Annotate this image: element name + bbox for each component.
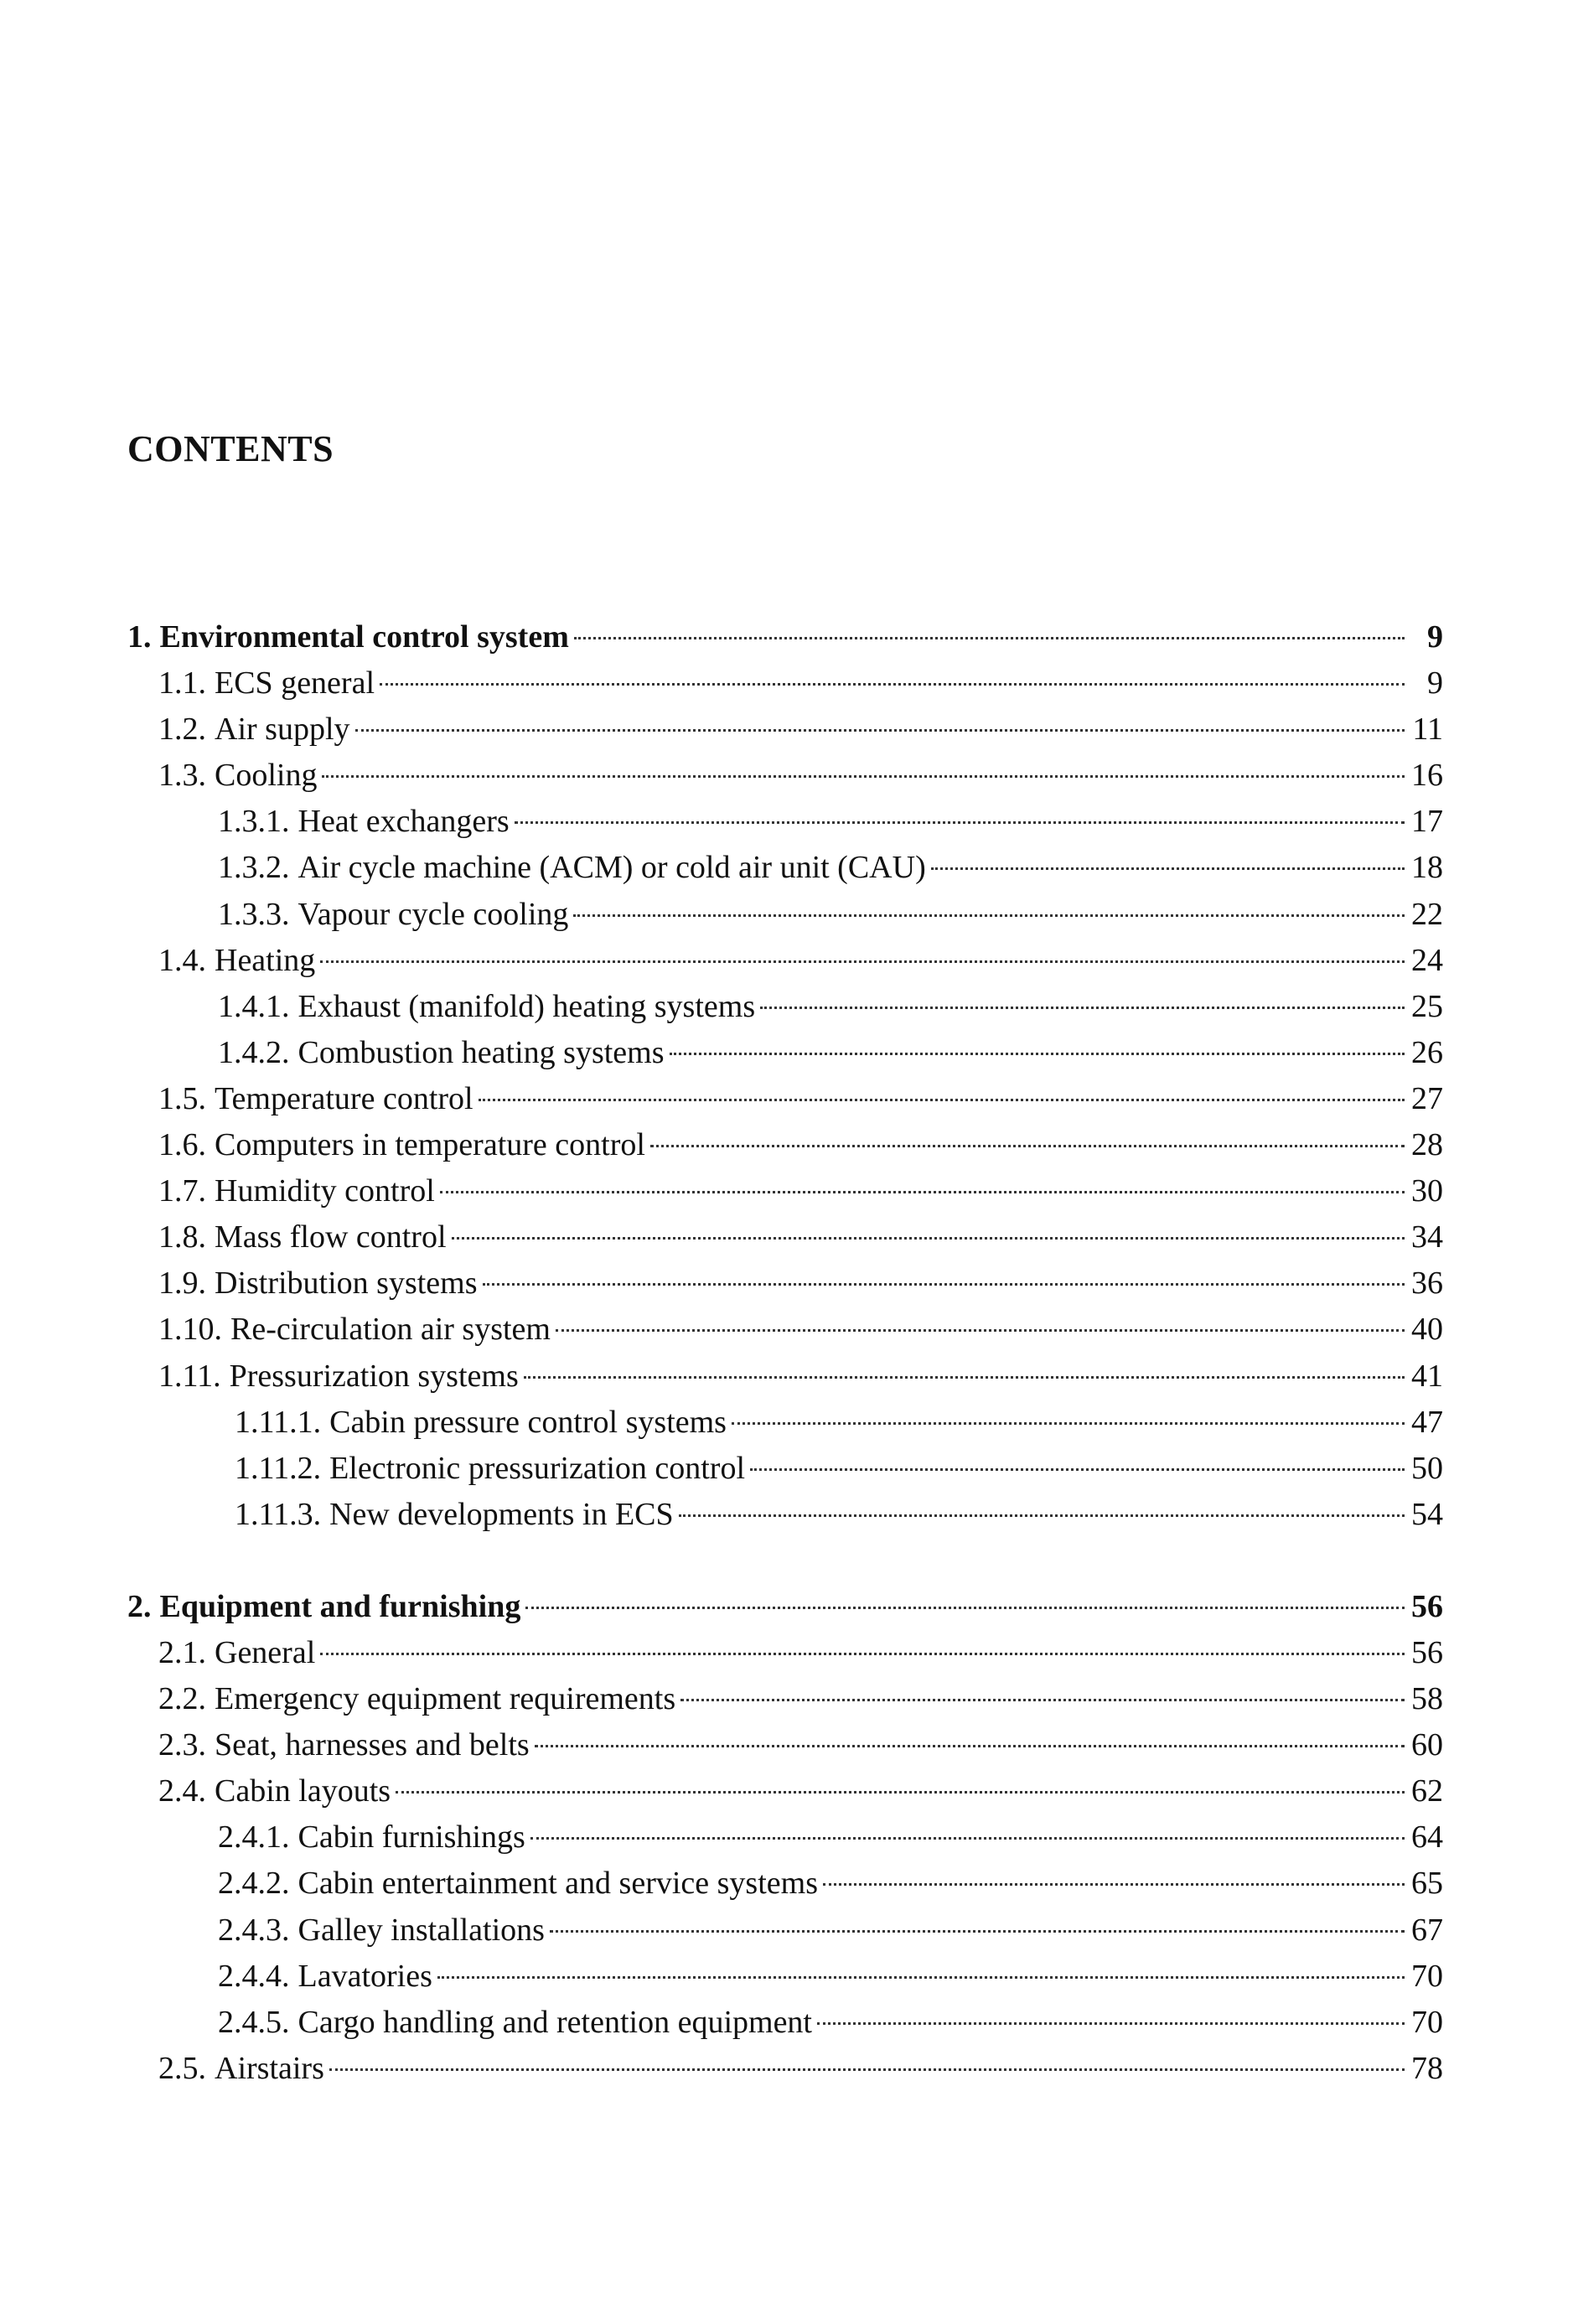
toc-entry-title: Emergency equipment requirements [215, 1681, 676, 1717]
toc-entry-page-number: 67 [1411, 1912, 1443, 1948]
toc-entry-title: Pressurization systems [229, 1358, 519, 1394]
toc-entry-number: 1.11.2. [235, 1450, 322, 1486]
toc-entry [127, 707, 1443, 753]
toc-entry-page-number: 56 [1411, 1634, 1443, 1670]
toc-entry-page-number: 27 [1411, 1080, 1443, 1116]
dot-leader [320, 1653, 1405, 1655]
toc-entry-title: Equipment and furnishing [159, 1588, 521, 1624]
toc-entry-number: 1.4.2. [218, 1034, 290, 1070]
contents-heading: CONTENTS [127, 428, 334, 469]
toc-entry-number: 1.3.3. [218, 896, 290, 932]
toc-entry [127, 892, 1443, 938]
toc-chapter-entry [127, 614, 1443, 660]
dot-leader [524, 1376, 1405, 1379]
toc-entry-title: Cabin entertainment and service systems [298, 1866, 818, 1902]
toc-entry [127, 1907, 1443, 1954]
dot-leader [650, 1145, 1405, 1147]
toc-entry-number: 2.2. [158, 1681, 206, 1717]
dot-leader [322, 775, 1405, 778]
toc-entry-title: Air supply [215, 712, 350, 748]
toc-entry-title: Mass flow control [215, 1219, 447, 1255]
toc-entry-title: Humidity control [215, 1173, 435, 1209]
toc-entry-number: 2.4.4. [218, 1958, 290, 1994]
toc-entry-page-number: 56 [1411, 1588, 1443, 1624]
toc-entry-number: 2.4.1. [218, 1819, 290, 1856]
toc-entry [127, 984, 1443, 1030]
toc-entry [127, 1446, 1443, 1492]
toc-entry [127, 1676, 1443, 1722]
toc-entry-title: Galley installations [298, 1912, 545, 1948]
dot-leader [680, 1699, 1405, 1701]
dot-leader [817, 2022, 1405, 2025]
toc-entry [127, 845, 1443, 891]
dot-leader [396, 1791, 1405, 1793]
dot-leader [452, 1237, 1405, 1240]
toc-entry-page-number: 18 [1411, 850, 1443, 886]
toc-entry-page-number: 41 [1411, 1358, 1443, 1394]
toc-entry-page-number: 54 [1411, 1496, 1443, 1532]
toc-entry-page-number: 65 [1411, 1866, 1443, 1902]
toc-entry-title: Temperature control [215, 1080, 473, 1116]
toc-entry [127, 938, 1443, 984]
dot-leader [750, 1468, 1405, 1471]
toc-section [127, 1584, 1443, 2092]
toc-entry-page-number: 30 [1411, 1173, 1443, 1209]
dot-leader [530, 1837, 1405, 1840]
toc-entry [127, 1400, 1443, 1446]
toc-entry-number: 1.11.1. [235, 1404, 322, 1440]
toc-entry-page-number: 11 [1412, 712, 1443, 748]
toc-entry-page-number: 64 [1411, 1819, 1443, 1856]
toc-entry-page-number: 17 [1411, 804, 1443, 840]
dot-leader [437, 1976, 1405, 1979]
toc-entry-title: Cabin furnishings [298, 1819, 525, 1856]
table-of-contents [127, 614, 1443, 2092]
toc-entry-title: Re-circulation air system [230, 1312, 551, 1348]
toc-entry-title: Computers in temperature control [215, 1127, 645, 1163]
toc-entry-title: Exhaust (manifold) heating systems [298, 988, 756, 1024]
toc-entry [127, 799, 1443, 845]
toc-entry-number: 1.3. [158, 758, 206, 794]
toc-entry-title: Air cycle machine (ACM) or cold air unit (CAU) [298, 850, 926, 886]
toc-entry-number: 2.4.5. [218, 2004, 290, 2040]
toc-entry-title: Cabin layouts [215, 1773, 391, 1809]
toc-entry [127, 1814, 1443, 1861]
toc-entry-number: 2. [127, 1588, 152, 1624]
toc-section [127, 614, 1443, 1538]
toc-entry-number: 2.4.2. [218, 1866, 290, 1902]
dot-leader [931, 867, 1405, 870]
dot-leader [535, 1745, 1405, 1747]
toc-entry-number: 2.4. [158, 1773, 206, 1809]
toc-entry-number: 1.2. [158, 712, 206, 748]
toc-entry-page-number: 50 [1411, 1450, 1443, 1486]
toc-entry-page-number: 25 [1411, 988, 1443, 1024]
dot-leader [670, 1053, 1405, 1055]
toc-entry [127, 2000, 1443, 2046]
toc-entry-title: Heat exchangers [298, 804, 510, 840]
toc-entry-title: Airstairs [215, 2050, 324, 2086]
toc-entry-page-number: 60 [1411, 1727, 1443, 1763]
toc-entry-number: 1.4.1. [218, 988, 290, 1024]
dot-leader [732, 1422, 1405, 1425]
toc-entry-number: 2.5. [158, 2050, 206, 2086]
dot-leader [483, 1283, 1405, 1286]
toc-entry [127, 1354, 1443, 1400]
dot-leader [574, 637, 1405, 639]
toc-entry-title: ECS general [215, 665, 375, 701]
toc-entry-title: Lavatories [298, 1958, 432, 1994]
dot-leader [479, 1099, 1405, 1101]
toc-entry [127, 1168, 1443, 1214]
dot-leader [320, 960, 1405, 963]
toc-entry-number: 1.3.2. [218, 850, 290, 886]
toc-entry-title: General [215, 1634, 316, 1670]
dot-leader [573, 914, 1405, 917]
toc-entry-page-number: 9 [1427, 619, 1443, 655]
dot-leader [760, 1007, 1405, 1009]
toc-entry-page-number: 9 [1427, 665, 1443, 701]
toc-entry-number: 1.6. [158, 1127, 206, 1163]
toc-entry-number: 1.1. [158, 665, 206, 701]
toc-entry-page-number: 34 [1411, 1219, 1443, 1255]
toc-entry [127, 1122, 1443, 1168]
dot-leader [823, 1883, 1405, 1886]
toc-entry-number: 1.5. [158, 1080, 206, 1116]
toc-chapter-entry [127, 1584, 1443, 1630]
toc-entry-page-number: 70 [1411, 1958, 1443, 1994]
toc-entry [127, 1768, 1443, 1814]
toc-entry-number: 1.9. [158, 1266, 206, 1302]
toc-entry-number: 2.4.3. [218, 1912, 290, 1948]
toc-entry-title: Distribution systems [215, 1266, 478, 1302]
toc-entry-page-number: 22 [1411, 896, 1443, 932]
toc-entry-title: Cargo handling and retention equipment [298, 2004, 812, 2040]
toc-entry-number: 1.10. [158, 1312, 222, 1348]
toc-entry-number: 1.7. [158, 1173, 206, 1209]
dot-leader [525, 1607, 1405, 1609]
toc-entry [127, 1307, 1443, 1353]
toc-entry-title: Seat, harnesses and belts [215, 1727, 530, 1763]
dot-leader [515, 821, 1405, 824]
toc-entry-page-number: 70 [1411, 2004, 1443, 2040]
toc-entry-page-number: 28 [1411, 1127, 1443, 1163]
toc-entry [127, 2046, 1443, 2092]
toc-entry [127, 1030, 1443, 1076]
toc-entry-number: 1.8. [158, 1219, 206, 1255]
dot-leader [679, 1514, 1405, 1517]
dot-leader [355, 729, 1405, 732]
toc-entry [127, 1076, 1443, 1122]
toc-entry-number: 1. [127, 619, 152, 655]
toc-entry-page-number: 40 [1411, 1312, 1443, 1348]
toc-entry-number: 2.3. [158, 1727, 206, 1763]
toc-entry [127, 1630, 1443, 1676]
toc-entry-title: Heating [215, 942, 316, 978]
toc-entry-page-number: 24 [1411, 942, 1443, 978]
toc-entry-number: 1.11. [158, 1358, 221, 1394]
toc-entry [127, 660, 1443, 707]
toc-entry-number: 1.11.3. [235, 1496, 322, 1532]
toc-entry-page-number: 78 [1411, 2050, 1443, 2086]
toc-entry-page-number: 47 [1411, 1404, 1443, 1440]
dot-leader [550, 1930, 1405, 1933]
toc-entry [127, 753, 1443, 799]
toc-entry-number: 2.1. [158, 1634, 206, 1670]
dot-leader [329, 2068, 1405, 2071]
toc-entry-title: Combustion heating systems [298, 1034, 665, 1070]
toc-entry-page-number: 16 [1411, 758, 1443, 794]
toc-entry-title: Cooling [215, 758, 318, 794]
toc-entry [127, 1214, 1443, 1260]
toc-entry-title: Cabin pressure control systems [329, 1404, 727, 1440]
toc-entry-number: 1.4. [158, 942, 206, 978]
toc-entry-title: Electronic pressurization control [329, 1450, 746, 1486]
toc-entry [127, 1861, 1443, 1907]
toc-entry-number: 1.3.1. [218, 804, 290, 840]
toc-entry [127, 1722, 1443, 1768]
toc-entry-title: Vapour cycle cooling [298, 896, 569, 932]
toc-entry-title: New developments in ECS [329, 1496, 674, 1532]
toc-entry [127, 1492, 1443, 1538]
toc-entry-page-number: 26 [1411, 1034, 1443, 1070]
dot-leader [556, 1329, 1405, 1332]
toc-entry-page-number: 36 [1411, 1266, 1443, 1302]
dot-leader [380, 683, 1405, 686]
toc-entry [127, 1260, 1443, 1307]
toc-entry-page-number: 58 [1411, 1681, 1443, 1717]
toc-entry-page-number: 62 [1411, 1773, 1443, 1809]
toc-entry [127, 1954, 1443, 2000]
toc-entry-title: Environmental control system [159, 619, 569, 655]
dot-leader [440, 1191, 1405, 1193]
